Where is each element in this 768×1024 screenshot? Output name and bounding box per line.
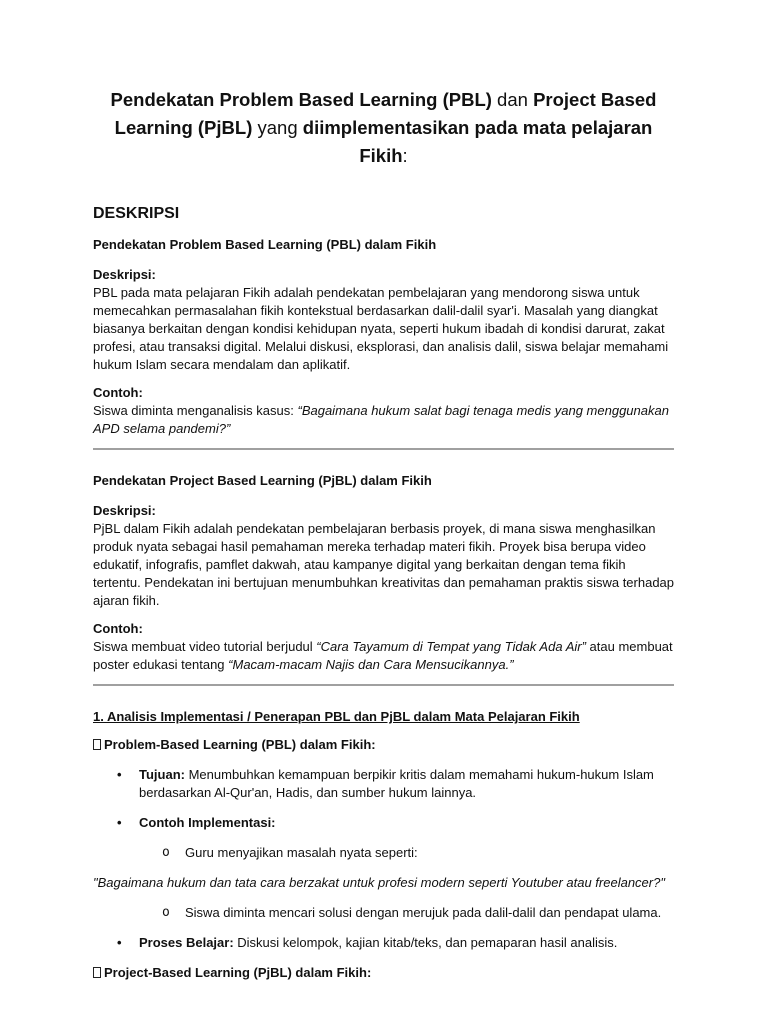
pbl-example-prefix: Siswa diminta menganalisis kasus: [93, 403, 298, 418]
title-part-which: yang [252, 117, 303, 138]
pjbl-desc-label: Deskripsi: [93, 503, 156, 518]
pbl-desc-text: PBL pada mata pelajaran Fikih adalah pendekatan pembelajaran yang mendorong siswa untuk memecahkan permasalahan fikih kontekstual berdasarkan dalil-dalil syar'i. Masalah yang diangkat biasanya berkaitan dengan kondisi kehidupan nyata, seperti hukum ibadah di kondisi darurat, zakat profesi, atau transaksi digital. Melalui diskusi, eksplorasi, dan analisis dalil, siswa belajar memahami hukum Islam secara mendalam dan aplikatif. [93, 285, 669, 372]
pbl-example-text [93, 402, 674, 438]
title-part-implemented: diimplementasikan pada mata pelajaran Fikih [302, 117, 653, 166]
list-item-proses-belajar [117, 934, 674, 952]
divider-2 [93, 684, 674, 686]
divider-1 [93, 448, 674, 450]
proses-label: Proses Belajar: [139, 935, 234, 950]
pjbl-subtitle: Pendekatan Project Based Learning (PjBL) dalam Fikih [93, 473, 432, 488]
pbl-section-heading [93, 736, 674, 754]
pjbl-example-text [93, 638, 674, 674]
pbl-section-heading-text: Problem-Based Learning (PBL) dalam Fikih: [104, 737, 376, 752]
pjbl-example-part-a: Siswa membuat video tutorial berjudul [93, 639, 317, 654]
sub-item-2 [93, 904, 674, 922]
pbl-example-label: Contoh: [93, 385, 143, 400]
contoh-implementasi-label: Contoh Implementasi: [139, 815, 276, 830]
pjbl-example-part-c: atau membuat poster edukasi tentang [93, 639, 673, 672]
pjbl-section-heading [93, 964, 674, 982]
pjbl-section-heading-text: Project-Based Learning (PjBL) dalam Fikih: [104, 965, 372, 980]
sub-item-2-text: Siswa diminta mencari solusi dengan merujuk pada dalil-dalil dan pendapat ulama. [185, 905, 662, 920]
pjbl-example-part-b: “Cara Tayamum di Tempat yang Tidak Ada Air” [316, 639, 586, 654]
sub-item-1-text: Guru menyajikan masalah nyata seperti: [185, 845, 418, 860]
example-quote: "Bagaimana hukum dan tata cara berzakat untuk profesi modern seperti Youtuber atau freelancer?" [93, 875, 665, 890]
proses-text: Diskusi kelompok, kajian kitab/teks, dan pemaparan hasil analisis. [233, 935, 618, 950]
pbl-bullet-list [93, 766, 674, 832]
tujuan-text: Menumbuhkan kemampuan berpikir kritis dalam memahami hukum-hukum Islam berdasarkan Al-Qur'an, Hadis, dan sumber hukum lainnya. [139, 767, 654, 800]
title-part-pjbl: Project Based Learning (PjBL) [114, 89, 657, 138]
deskripsi-heading: DESKRIPSI [93, 205, 180, 222]
list-item-contoh-implementasi [117, 814, 674, 832]
document-title [93, 86, 674, 170]
pjbl-example-part-d: “Macam-macam Najis dan Cara Mensucikannya.” [228, 657, 514, 672]
checkbox-icon [93, 739, 101, 750]
sub-bullet-marker: o [162, 905, 170, 920]
title-part-colon: : [402, 145, 408, 166]
title-part-pbl: Pendekatan Problem Based Learning (PBL) [110, 89, 492, 110]
pbl-desc-label: Deskripsi: [93, 267, 156, 282]
analisis-heading: 1. Analisis Implementasi / Penerapan PBL dan PjBL dalam Mata Pelajaran Fikih [93, 709, 580, 724]
list-item-tujuan [117, 766, 674, 802]
checkbox-icon [93, 967, 101, 978]
pbl-example-quote: “Bagaimana hukum salat bagi tenaga medis yang menggunakan APD selama pandemi?” [93, 403, 669, 436]
sub-item-1 [93, 844, 674, 862]
pbl-bullet-list-2 [93, 934, 674, 952]
tujuan-label: Tujuan: [139, 767, 185, 782]
pjbl-example-label: Contoh: [93, 621, 143, 636]
title-part-and: dan [491, 89, 534, 110]
pjbl-desc-text: PjBL dalam Fikih adalah pendekatan pembelajaran berbasis proyek, di mana siswa menghasilkan produk nyata sebagai hasil pemahaman mereka terhadap materi fikih. Proyek bisa berupa video edukatif, infografis, pamflet dakwah, atau kampanye digital yang berkaitan dengan tema fikih tertentu. Pendekatan ini bertujuan menumbuhkan kreativitas dan pemahaman praktis siswa terhadap ajaran fikih. [93, 521, 675, 608]
sub-bullet-marker: o [162, 845, 170, 860]
pbl-subtitle: Pendekatan Problem Based Learning (PBL) dalam Fikih [93, 237, 437, 252]
